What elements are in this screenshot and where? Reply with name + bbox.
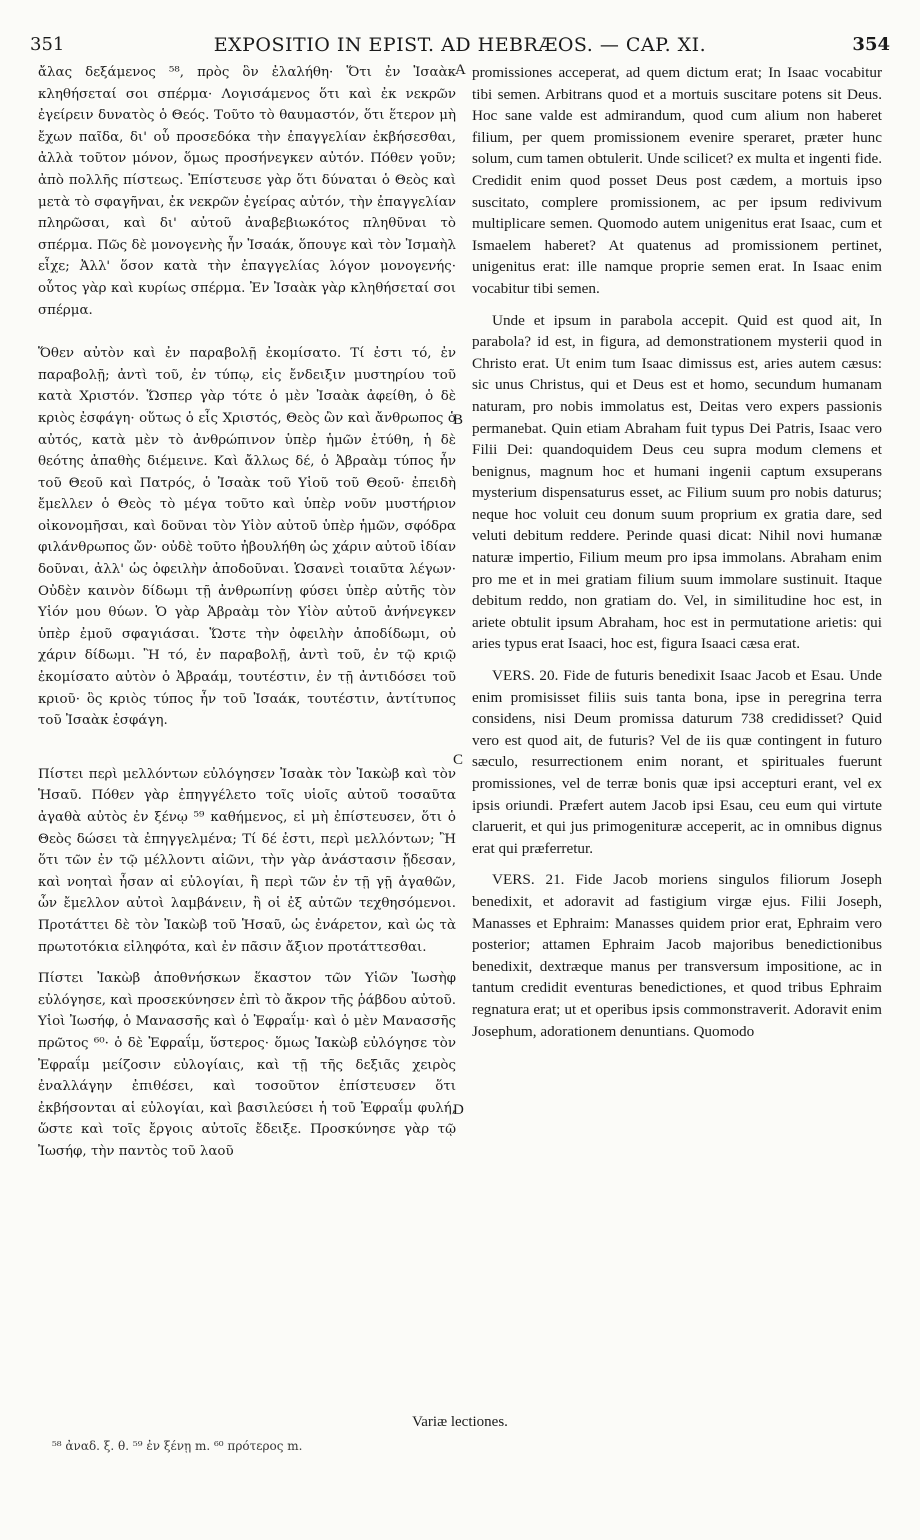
page-number-right: 354	[852, 34, 890, 55]
greek-paragraph: Πίστει Ἰακὼβ ἀποθνήσκων ἕκαστον τῶν Υἱῶν Ἰωσὴφ εὐλόγησε, καὶ προσεκύνησεν ἐπὶ τὸ ἄκρον τῆς ῥάβδου αὐτοῦ. Υἱοὶ Ἰωσήφ, ὁ Μανασσῆς καὶ ὁ Ἐφραΐμ· καὶ ὁ μὲν Μανασσῆς πρῶτος ⁶⁰· ὁ δὲ Ἐφραΐμ, ὕστερος· ὅμως Ἰακὼβ εὐλόγησε τὸν Ἐφραΐμ μείζοσιν εὐλογίαις, καὶ τῇ τῆς δεξιᾶς χειρὸς ἐναλλάγην ἐπιθέσει, καὶ τοσοῦτον ἐπίστευσεν ὅτι ἐκβήσονται αἱ εὐλογίαι, καὶ βασιλεύσει ἡ τοῦ Ἐφραΐμ φυλή, ὥστε καὶ τοῖς ἔργοις αὐτοῖς ἔδειξε. Προσκύνησε γὰρ τῷ Ἰωσήφ, τὴν παντὸς τοῦ λαοῦ	[38, 971, 456, 1159]
greek-paragraph: Ὅθεν αὐτὸν καὶ ἐν παραβολῇ ἐκομίσατο. Τί ἐστι τό, ἐν παραβολῇ; ἀντὶ τοῦ, ἐν τύπῳ, εἰς ἔνδειξιν μυστηρίου τοῦ κατὰ Χριστόν. Ὥσπερ γὰρ τότε ὁ μὲν Ἰσαὰκ ἀφείθη, ὁ δὲ κριὸς ἐσφάγη· οὕτως ὁ εἷς Χριστός, Θεὸς ὢν καὶ ἄνθρωπος ὁ αὐτός, κατὰ μὲν τὸ ἀνθρώπινον ὑπὲρ ἡμῶν ἐτύθη, ἡ δὲ θεότης ἀπαθὴς διέμεινε. Καὶ ἄλλως δέ, ὁ Ἀβραὰμ τύπος ἦν τοῦ Θεοῦ καὶ Πατρός, ὁ Ἰσαὰκ τοῦ Υἱοῦ τοῦ Θεοῦ· ἐπειδὴ ἔμελλεν ὁ Θεὸς τὸ μέγα τοῦτο καὶ ὑπὲρ νοῦν μυστήριον οἰκονομῆσαι, καὶ δοῦναι τὸν Υἱὸν αὐτοῦ ὑπὲρ ἡμῶν, σφόδρα φιλάνθρωπος ὤν· οὐδὲ τοῦτο ἠβουλήθη ὡς χάριν αὐτοῦ ἰδίαν δοῦναι, ἀλλ' ὡς ὀφειλὴν ἀποδοῦναι. Ὡσανεὶ τοιαῦτα λέγων· Οὐδὲν καινὸν δίδωμι τῇ ἀνθρωπίνῃ φύσει ὑπὲρ αὐτῆς τὸν Υἱόν μου θύων. Ὁ γὰρ Ἀβραὰμ τὸν Υἱὸν αὐτοῦ ἀνήνεγκεν ὑπὲρ ἐμοῦ σφαγιάσαι. Ὥστε τὴν ὀφειλὴν ἀποδίδωμι, οὐ χάριν δίδωμι. Ἢ τό, ἐν παραβολῇ, ἀντὶ τοῦ, ἐν τῷ κριῷ ἐκομίσατο αὐτὸν ὁ Ἀβραάμ, τουτέστιν, ἐν τῇ ἀντιδόσει τοῦ κριοῦ· ὃς κριὸς τύπος ἦν τοῦ Ἰσαάκ, τουτέστιν, ἀντίτυπος τοῦ Ἰσαὰκ ἐσφάγη.	[38, 346, 456, 729]
margin-letter-a: A	[455, 62, 466, 78]
latin-paragraph: VERS. 21. Fide Jacob moriens singulos filiorum Joseph benedixit, et adoravit ad fastigium virgæ ejus. Filii Joseph, Manasses et Ephraim: Manasses quidem prior erat, Ephraim vero posterior; attamen Ephraim Jacob majoribus benedictionibus benedixit, dextræque manus per transversum impositione, ac in tantum credidit eventuras benedictiones, et quod tribus Ephraim regnatura erat; ut et operibus ipsis commonstraverit. Adoravit enim Josephum, adorationem denuntians. Quomodo	[472, 871, 882, 1040]
greek-paragraph: Πίστει περὶ μελλόντων εὐλόγησεν Ἰσαὰκ τὸν Ἰακὼβ καὶ τὸν Ἡσαῦ. Πόθεν γὰρ ἐπηγγέλετο τοῖς υἱοῖς αὐτοῦ τοσαῦτα ἀγαθὰ αὐτὸς ἐν ξένῳ ⁵⁹ καθήμενος, εἰ μὴ ἐπίστευσεν, ὅτι ὁ Θεὸς δώσει τὰ ἐπηγγελμένα; Τί δέ ἐστι, περὶ μελλόντων; Ἢ ὅτι τῶν ἐν τῷ μέλλοντι αἰῶνι, τὴν γὰρ ἀνάστασιν ᾔδεσαν, καὶ νοηταὶ ἦσαν αἱ εὐλογίαι, ἢ περὶ τῶν ἐν τῇ γῇ ἀγαθῶν, ὧν ἔμελλον αὐτοὶ λαμβάνειν, ἢ οἱ ἐξ αὐτῶν τεχθησόμενοι. Προτάττει δὲ τὸν Ἰακὼβ τοῦ Ἡσαῦ, ὡς ἐνάρετον, καὶ ὡς τὰ πρωτοτόκια εἰληφότα, καὶ ἐν πᾶσιν ἄξιον προτάττεσθαι.	[38, 766, 456, 955]
variant-readings-title: Variæ lectiones.	[412, 1414, 508, 1430]
running-title: EXPOSITIO IN EPIST. AD HEBRÆOS. — CAP. XI.	[213, 34, 707, 56]
margin-letter-d: D	[453, 1102, 464, 1118]
latin-paragraph: promissiones acceperat, ad quem dictum erat; In Isaac vocabitur tibi semen. Arbitrans quod et a mortuis suscitare potens sit Deus. Hoc sane valde est admirandum, quod cum alium non haberet filium, per quem promissionem evenire speraret, præter hunc solum, cum tamen obtulerit. Unde scilicet? ex multa et ingenti fide. Credidit enim quod posset Deus post cædem, a mortuis ipso suscitato, complere promissionem, ac per ipsum redivivum multiplicare semen. Quomodo autem unigenitus erat Isaac, cum et Ismaelem haberet? At quatenus ad promissionem pertinet, unigenitus erat: ille namque proprie semen erat. In Isaac enim vocabitur tibi semen.	[472, 64, 882, 297]
greek-paragraph: ἄλας δεξάμενος ⁵⁸, πρὸς ὃν ἐλαλήθη· Ὅτι ἐν Ἰσαὰκ κληθήσεταί σοι σπέρμα· Λογισάμενος ὅτι καὶ ἐκ νεκρῶν ἐγείρειν δυνατὸς ὁ Θεός. Τοῦτο τὸ θαυμαστόν, ὅτι ἕτερον μὴ ἔχων παῖδα, δι' οὗ προσεδόκα τὴν ἐπαγγελίαν ἐκβήσεσθαι, ἀλλὰ τοῦτον μόνον, ὅμως προσήνεγκεν αὐτόν. Πόθεν γοῦν; ἀπὸ πολλῆς πίστεως. Ἐπίστευσε γὰρ ὅτι δύναται ὁ Θεὸς καὶ μετὰ τὸ σφαγῆναι, ἐκ νεκρῶν ἐγείρας αὐτόν, τὴν ἐπαγγελίαν πληρῶσαι, καὶ δι' αὐτοῦ ἀναβεβιωκότος πληθῦναι τὸ σπέρμα. Πῶς δὲ μονογενὴς ἦν Ἰσαάκ, ὅπουγε καὶ τὸν Ἰσμαὴλ εἶχε; Ἀλλ' ὅσον κατὰ τὴν ἐπαγγελίας λόγον μονογενής· οὗτος γὰρ καὶ κυρίως σπέρμα. Ἐν Ἰσαὰκ γὰρ κληθήσεταί σοι σπέρμα.	[38, 65, 456, 318]
latin-column	[472, 62, 882, 1042]
latin-paragraph: VERS. 20. Fide de futuris benedixit Isaac Jacob et Esau. Unde enim promisisset filiis suis tanta bona, ipse in peregrina terra considens, nisi Deum promissa daturum 738 credidisset? Quid vero est quod ait, de futuris? Vel de iis quæ contingent in futuro sæculo, resurrectionem enim norant, et spirituales fuerunt promissiones, vel de terræ bonis quæ ipsi accepturi erant, vel ex ipsis oriundi. Præfert autem Jacob ipsi Esau, ceu eum qui virtute claruerit, et qui jus primogenituræ acceperit, ac in omnibus dignus erat qui præferretur.	[472, 667, 882, 857]
latin-paragraph: Unde et ipsum in parabola accepit. Quid est quod ait, In parabola? id est, in figura, ad demonstrationem mysterii quod in Christo erat. Ut enim tum Isaac dimissus est, aries autem cæsus: sic unus Christus, qui et Deus est et homo, secundum humanam naturam, pro nobis immolatus est, Deitas vero expers passionis permanebat. Quin etiam Abraham fuit typus Dei Patris, Isaac vero Filii Dei: quandoquidem Deus ceu supra modum clemens et benignus, magnum hoc et humani ingenii captum exsuperans mysterium dispensaturus esset, ac Filium suum pro nobis daturus; neque hoc voluit ceu donum suum proprium ex gratia dare, sed veluti debitum reddere. Perinde quasi dicat: Nihil novi humanæ naturæ impertio, Filium meum pro ipsa immolans. Abraham enim pro me et in mei gratiam filium suum immolare sustinuit. Itaque debitum reddo, non gratiam do. Vel, in similitudine hoc est, in ariete obtulit ipsum Abraham, hoc est in permutatione arietis: qui aries typus erat Isaaci, hoc est, figura Isaaci cæsa erat.	[472, 311, 882, 653]
running-header	[30, 34, 890, 56]
margin-letter-c: C	[453, 752, 464, 768]
margin-letter-b: B	[453, 412, 464, 428]
variant-readings-notes: ⁵⁸ ἀναδ. ξ. θ. ⁵⁹ ἐν ξένῃ m. ⁶⁰ πρότερος m.	[52, 1439, 303, 1453]
page-number-left: 351	[30, 34, 65, 55]
greek-column	[38, 62, 456, 1163]
